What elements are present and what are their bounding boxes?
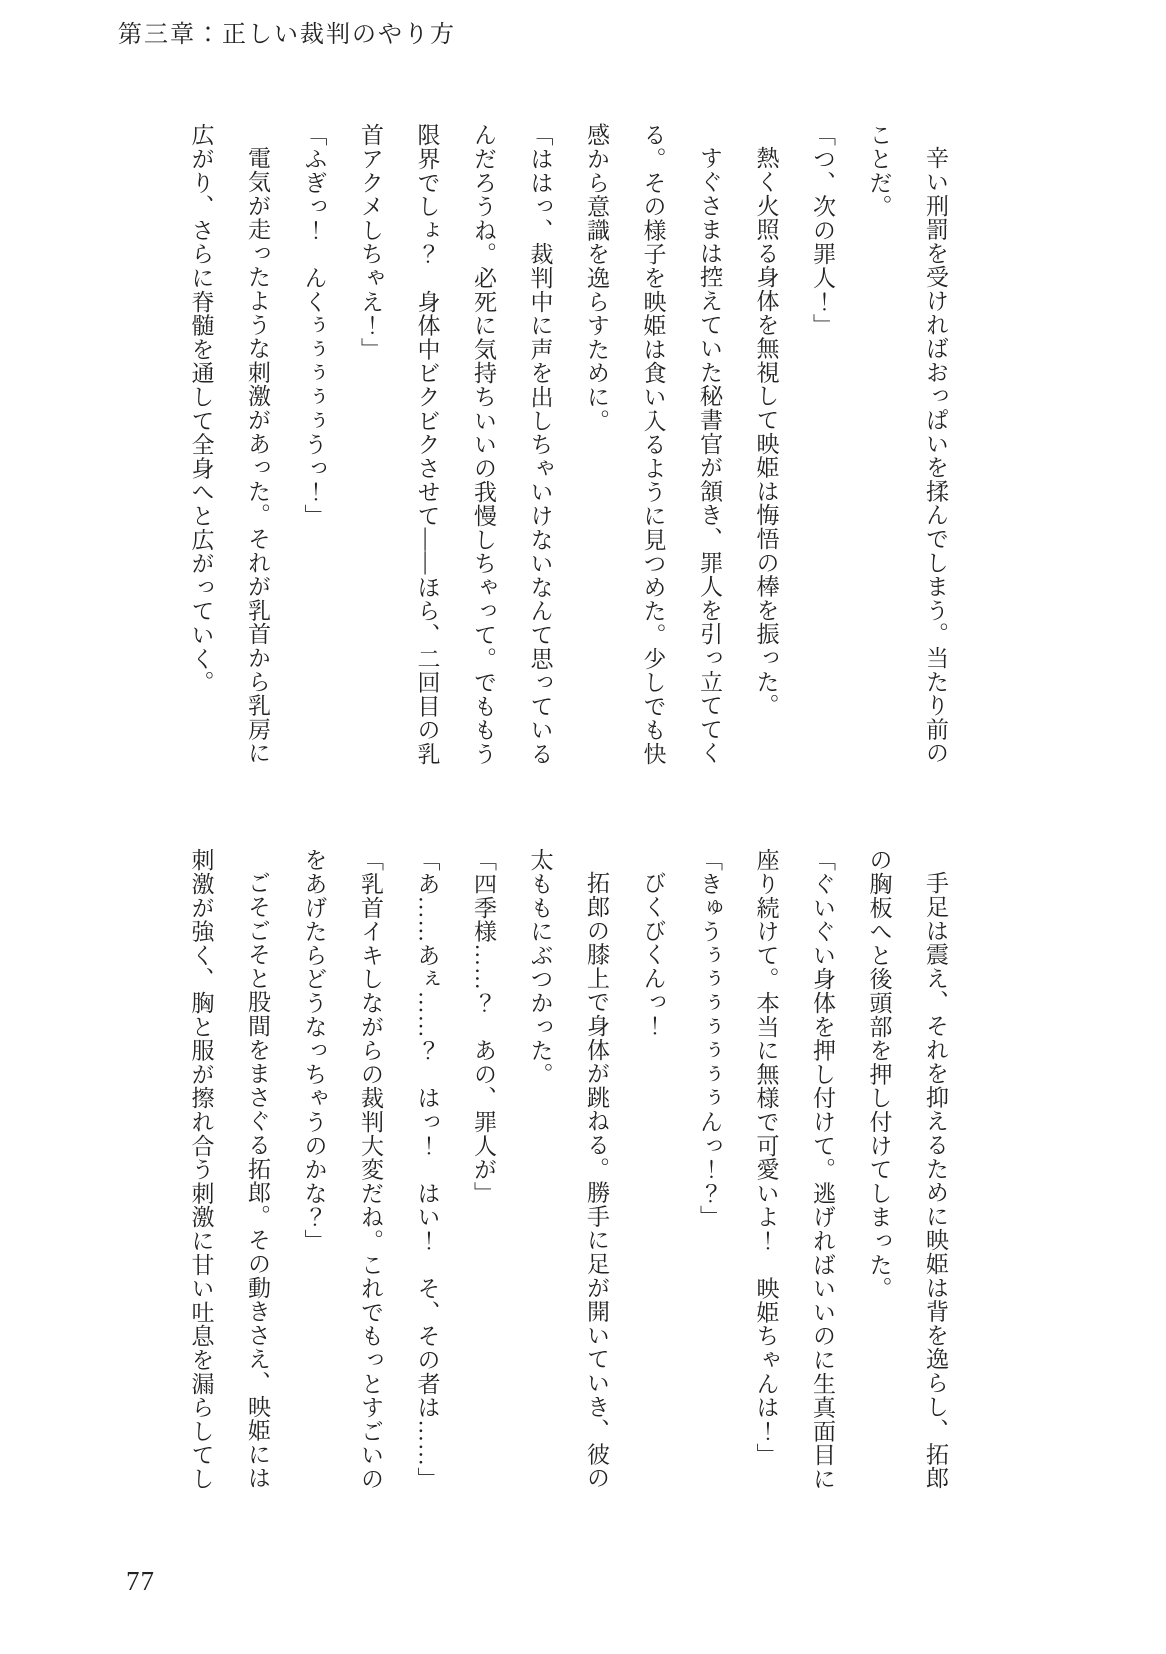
text-line: 「ぐいぐい身体を押し付けて。逃げればいいのに生真面目に [810, 848, 835, 1491]
text-line: すぐさまは控えていた秘書官が頷き、罪人を引っ立ててく [697, 146, 722, 765]
text-line: 刺激が強く、胸と服が擦れ合う刺激に甘い吐息を漏らしてし [188, 848, 214, 1491]
text-line: 座り続けて。本当に無様で可愛いよ！ 映姫ちゃんは！」 [753, 848, 779, 1467]
text-line: ごそごそと股間をまさぐる拓郎。その動きさえ、映姫には [245, 871, 270, 1490]
text-line: 「つ、次の罪人！」 [810, 123, 835, 338]
text-line: 太ももにぶつかった。 [527, 848, 553, 1086]
text-line: 限界でしょ？ 身体中ビクビクさせて――ほら、二回目の乳 [414, 123, 440, 766]
text-line: をあげたらどうなっちゃうのかな？」 [301, 848, 327, 1253]
text-line: 電気が走ったような刺激があった。それが乳首から乳房に [245, 146, 270, 765]
chapter-header: 第三章：正しい裁判のやり方 [118, 22, 456, 48]
text-line: る。その様子を映姫は食い入るように見つめた。少しでも快 [640, 123, 666, 766]
text-line: 拓郎の膝上で身体が跳ねる。勝手に足が開いていき、彼の [584, 871, 609, 1490]
text-line: ことだ。 [866, 123, 892, 219]
text-line: の胸板へと後頭部を押し付けてしまった。 [866, 848, 892, 1301]
text-line: 「四季様……？ あの、罪人が」 [471, 848, 496, 1205]
text-line: 「きゅうぅぅぅぅぅぅぅんっ！？」 [697, 848, 722, 1229]
text-line: 手足は震え、それを抑えるために映姫は背を逸らし、拓郎 [923, 871, 948, 1490]
text-line: 感から意識を逸らすために。 [584, 123, 609, 433]
text-line: 辛い刑罰を受ければおっぱいを揉んでしまう。当たり前の [923, 146, 948, 765]
text-line: んだろうね。必死に気持ちいいの我慢しちゃって。でももう [471, 123, 496, 766]
text-line: 首アクメしちゃえ！」 [358, 123, 383, 361]
page-number: 77 [126, 1566, 155, 1596]
text-line: びくびくんっ！ [640, 871, 666, 1038]
text-line: 広がり、さらに脊髄を通して全身へと広がっていく。 [188, 123, 214, 695]
top-text-block [172, 123, 963, 803]
text-line: 「乳首イキしながらの裁判大変だね。これでもっとすごいの [358, 848, 383, 1491]
text-line: 熱く火照る身体を無視して映姫は悔悟の棒を振った。 [753, 146, 779, 718]
text-line: 「ははっ、裁判中に声を出しちゃいけないなんて思っている [527, 123, 553, 766]
bottom-text-block [172, 848, 963, 1528]
text-line: 「あ……あぇ……？ はっ！ はい！ そ、その者は……」 [414, 848, 440, 1491]
text-line: 「ふぎっ！ んくぅぅぅぅぅうっ！」 [301, 123, 327, 528]
